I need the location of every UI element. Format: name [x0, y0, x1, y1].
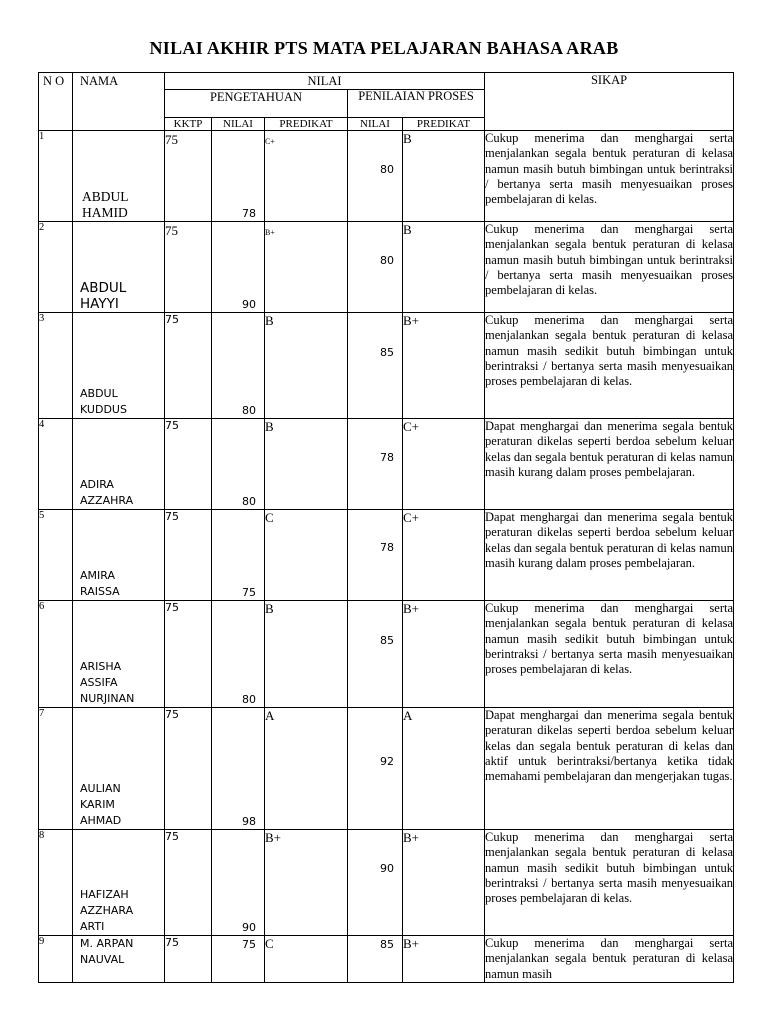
proses-cell	[348, 830, 403, 936]
sikap-text: Cukup menerima dan menghargai serta menjalankan segala bentuk peraturan di kelasa namun masih	[485, 936, 734, 981]
nilai-cell	[212, 510, 265, 601]
proses-nilai-value: 85	[380, 346, 394, 359]
proses-predikat-value: B+	[403, 830, 485, 936]
nilai-cell	[212, 419, 265, 510]
table-row	[39, 708, 734, 830]
nilai-value: 78	[242, 207, 256, 220]
header-nilai-proses: NILAI	[348, 118, 403, 131]
student-name-cell	[73, 419, 165, 510]
student-name: ARISHA ASSIFA NURJINAN	[80, 660, 135, 705]
predikat-value: B	[265, 313, 348, 419]
header-predikat-pengetahuan: PREDIKAT	[265, 118, 348, 131]
proses-predikat-value: B+	[403, 601, 485, 708]
row-number: 2	[39, 222, 73, 313]
sikap-text: Dapat menghargai dan menerima segala bentuk peraturan dikelas seperti berdoa sebelum keluar kelas dan segala bentuk peraturan di kelas namun masih kurang dalam proses pembelajaran.	[485, 510, 734, 601]
proses-cell	[348, 313, 403, 419]
header-no: N O	[39, 73, 73, 131]
predikat-value: C	[265, 936, 348, 983]
header-sikap: SIKAP	[485, 73, 734, 131]
row-number: 5	[39, 510, 73, 601]
student-name: AULIAN KARIM AHMAD	[80, 782, 122, 827]
student-name: ABDUL HAYYI	[80, 280, 127, 312]
row-number: 7	[39, 708, 73, 830]
nilai-cell	[212, 708, 265, 830]
student-name: ABDUL HAMID	[82, 189, 128, 220]
header-predikat-proses: PREDIKAT	[403, 118, 485, 131]
predikat-value: B	[265, 601, 348, 708]
kktp-value: 75	[165, 222, 212, 313]
proses-predikat-value: A	[403, 708, 485, 830]
predikat-value: B+	[265, 222, 348, 313]
row-number: 8	[39, 830, 73, 936]
proses-cell	[348, 708, 403, 830]
proses-cell	[348, 131, 403, 222]
row-number: 3	[39, 313, 73, 419]
nilai-cell	[212, 131, 265, 222]
kktp-value: 75	[165, 419, 212, 510]
grade-table	[38, 72, 734, 983]
table-row	[39, 510, 734, 601]
student-name-cell	[73, 830, 165, 936]
kktp-value: 75	[165, 131, 212, 222]
proses-cell	[348, 419, 403, 510]
table-row	[39, 419, 734, 510]
nilai-cell	[212, 222, 265, 313]
student-name-cell	[73, 222, 165, 313]
sikap-text: Cukup menerima dan menghargai serta menjalankan segala bentuk peraturan di kelasa namun masih sedikit butuh bimbingan untuk berintraksi / bertanya serta masih menyesuaikan proses pembelajaran di kelas.	[485, 313, 734, 419]
header-pengetahuan: PENGETAHUAN	[165, 90, 348, 118]
proses-predikat-value: B+	[403, 313, 485, 419]
kktp-value: 75	[165, 830, 212, 936]
sikap-text: Cukup menerima dan menghargai serta menjalankan segala bentuk peraturan di kelasa namun masih sedikit butuh bimbingan untuk berintraksi / bertanya serta masih menyesuaikan proses pembelajaran di kelas.	[485, 601, 734, 708]
sikap-text: Cukup menerima dan menghargai serta menjalankan segala bentuk peraturan di kelasa namun masih butuh bimbingan untuk berintraksi / bertanya serta masih menyesuaikan proses pembelajaran di kelas.	[485, 131, 734, 222]
header-nilai-pengetahuan: NILAI	[212, 118, 265, 131]
student-name: M. ARPAN NAUVAL	[80, 937, 134, 966]
proses-predikat-value: B+	[403, 936, 485, 983]
nilai-cell	[212, 830, 265, 936]
student-name-cell	[73, 510, 165, 601]
kktp-value: 75	[165, 708, 212, 830]
table-row	[39, 830, 734, 936]
predikat-value: A	[265, 708, 348, 830]
table-row	[39, 222, 734, 313]
proses-nilai-value: 85	[348, 936, 403, 983]
student-name-cell	[73, 131, 165, 222]
nilai-value: 98	[242, 815, 256, 828]
sikap-text: Cukup menerima dan menghargai serta menjalankan segala bentuk peraturan di kelasa namun masih butuh bimbingan untuk berintraksi / bertanya serta masih menyesuaikan proses pembelajaran di kelas.	[485, 222, 734, 313]
kktp-value: 75	[165, 936, 212, 983]
student-name-cell	[73, 601, 165, 708]
proses-cell	[348, 222, 403, 313]
row-number: 9	[39, 936, 73, 983]
nilai-cell	[212, 313, 265, 419]
student-name: AMIRA RAISSA	[80, 569, 120, 598]
header-nama: NAMA	[73, 73, 165, 131]
student-name-cell	[73, 708, 165, 830]
nilai-value: 75	[242, 586, 256, 599]
nilai-value: 80	[242, 404, 256, 417]
proses-predikat-value: B	[403, 131, 485, 222]
kktp-value: 75	[165, 601, 212, 708]
row-number: 1	[39, 131, 73, 222]
student-name: ABDUL KUDDUS	[80, 387, 127, 416]
sikap-text: Cukup menerima dan menghargai serta menjalankan segala bentuk peraturan di kelasa namun masih sedikit butuh bimbingan untuk berintraksi / bertanya serta masih menyesuaikan proses pembelajaran di kelas.	[485, 830, 734, 936]
proses-predikat-value: C+	[403, 510, 485, 601]
row-number: 6	[39, 601, 73, 708]
header-nilai: NILAI	[165, 73, 485, 90]
row-number: 4	[39, 419, 73, 510]
nilai-value: 90	[242, 921, 256, 934]
proses-nilai-value: 78	[380, 541, 394, 554]
proses-nilai-value: 80	[380, 254, 394, 267]
predikat-value: C+	[265, 131, 348, 222]
nilai-value: 80	[242, 693, 256, 706]
kktp-value: 75	[165, 510, 212, 601]
sikap-text: Dapat menghargai dan menerima segala bentuk peraturan dikelas seperti berdoa sebelum keluar kelas dan segala bentuk peraturan di kelas namun masih kurang dalam proses pembelajaran.	[485, 419, 734, 510]
proses-predikat-value: C+	[403, 419, 485, 510]
kktp-value: 75	[165, 313, 212, 419]
table-row	[39, 936, 734, 983]
proses-nilai-value: 80	[380, 163, 394, 176]
proses-predikat-value: B	[403, 222, 485, 313]
proses-cell	[348, 601, 403, 708]
page-title: NILAI AKHIR PTS MATA PELAJARAN BAHASA ARAB	[149, 38, 619, 58]
proses-nilai-value: 78	[380, 451, 394, 464]
header-kktp: KKTP	[165, 118, 212, 131]
proses-nilai-value: 90	[380, 862, 394, 875]
student-name: HAFIZAH AZZHARA ARTI	[80, 888, 134, 933]
sikap-text: Dapat menghargai dan menerima segala bentuk peraturan dikelas seperti berdoa sebelum keluar kelas dan segala bentuk peraturan di kelas dan aktif untuk berintraksi/bertanya ketika tidak memahami pembelajaran dan mengerjakan tugas.	[485, 708, 734, 830]
student-name-cell	[73, 936, 165, 983]
proses-nilai-value: 92	[380, 755, 394, 768]
student-name-cell	[73, 313, 165, 419]
nilai-cell	[212, 601, 265, 708]
table-row	[39, 601, 734, 708]
nilai-value: 80	[242, 495, 256, 508]
nilai-value: 90	[242, 298, 256, 311]
table-row	[39, 313, 734, 419]
predikat-value: B+	[265, 830, 348, 936]
nilai-value: 75	[212, 936, 265, 983]
predikat-value: B	[265, 419, 348, 510]
header-penilaian-proses: PENILAIAN PROSES	[348, 90, 485, 118]
proses-cell	[348, 510, 403, 601]
student-name: ADIRA AZZAHRA	[80, 478, 134, 507]
predikat-value: C	[265, 510, 348, 601]
proses-nilai-value: 85	[380, 634, 394, 647]
table-row	[39, 131, 734, 222]
